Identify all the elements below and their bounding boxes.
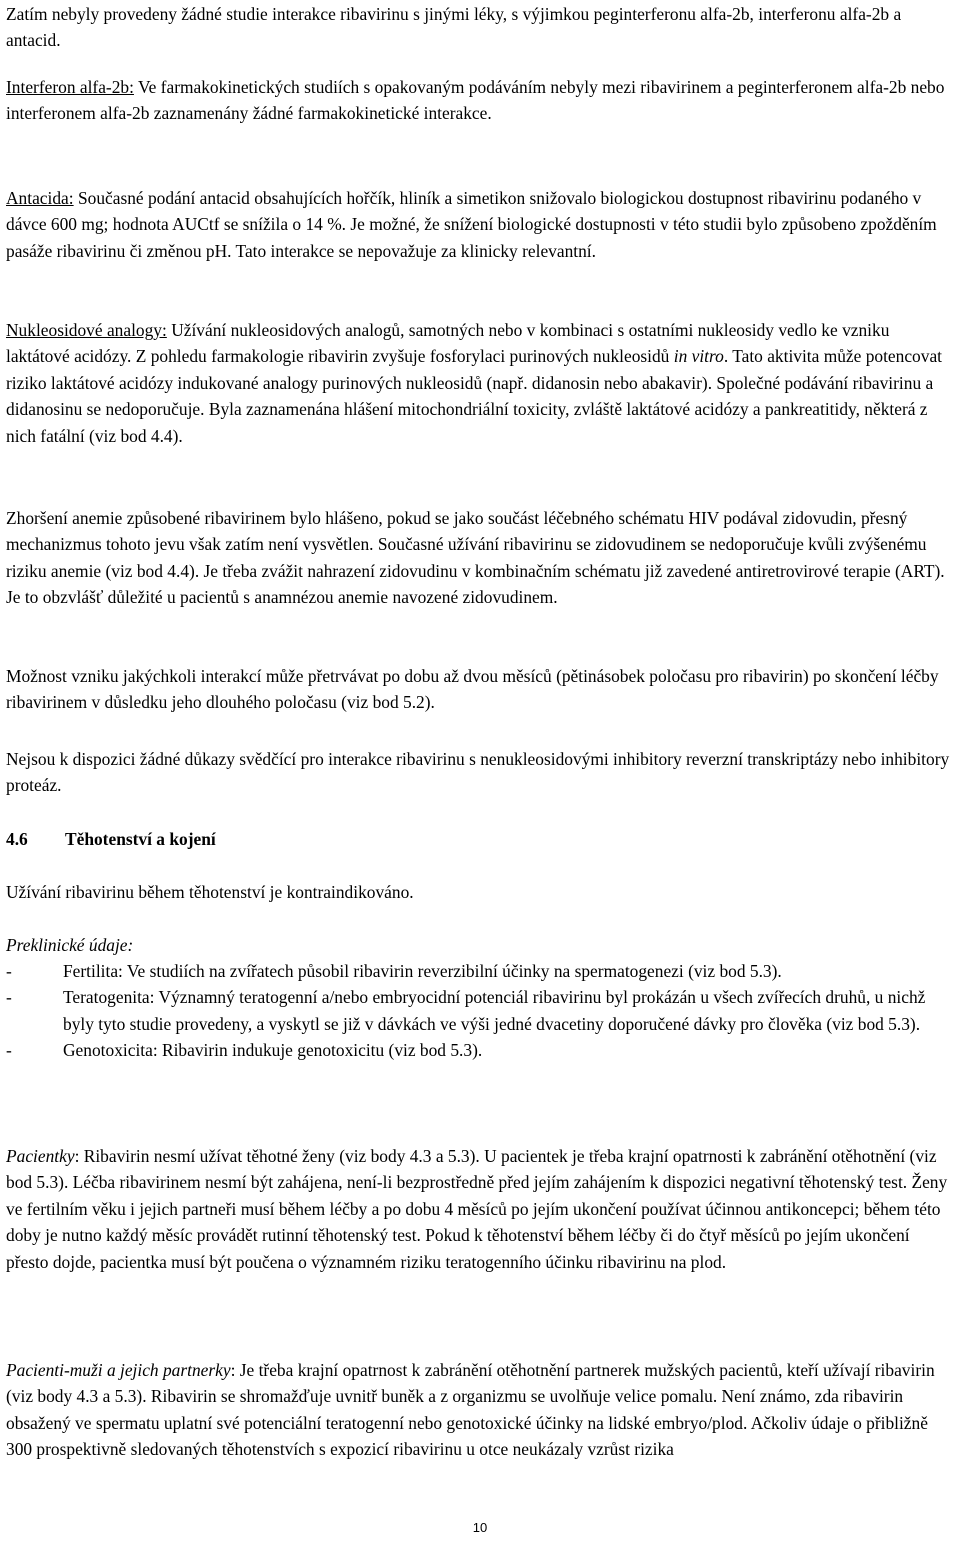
paragraph-nucleoside <box>6 317 954 449</box>
paragraph-male-patients <box>6 1357 954 1463</box>
text-nucleoside-a: Užívání nukleosidových analogů, samotných nebo v kombinaci s ostatními nukleosidy vedlo ke vzniku laktátové acidózy. Z pohledu farmakologie ribavirin zvyšuje fosforylaci purinových nukleosidů <box>6 320 890 367</box>
paragraph-female-patients <box>6 1143 954 1275</box>
text-antacida: Současné podání antacid obsahujících hořčík, hliník a simetikon snižovalo biologickou dostupnost ribavirinu podaného v dávce 600 mg; hodnota AUCtf se snížila o 14 %. Je možné, že snížení biologické dostupnosti v této studii bylo způsobeno zpožděním pasáže ribavirinu či změnou pH. Tato interakce se nepovažuje za klinicky relevantní. <box>6 188 937 261</box>
text-in-vitro: in vitro <box>673 346 724 367</box>
preclinical-list <box>6 958 954 1064</box>
list-item <box>6 984 954 1037</box>
text-interferon: Ve farmakokinetických studiích s opakovaným podáváním nebyly mezi ribavirinem a peginterferonem alfa-2b nebo interferonem alfa-2b zaznamenány žádné farmakokinetické interakce. <box>6 77 945 124</box>
list-item <box>6 958 954 984</box>
paragraph-zidovudine: Zhoršení anemie způsobené ribavirinem bylo hlášeno, pokud se jako součást léčebného schématu HIV podával zidovudin, přesný mechanizmus tohoto jevu však zatím není vysvětlen. Současné užívání ribavirinu se zidovudinem se nedoporučuje kvůli zvýšenému riziku anemie (viz bod 4.4). Je třeba zvážit nahrazení zidovudinu v kombinačním schématu již zavedené antiretrovirové terapie (ART). Je to obzvlášť důležité u pacientů s anamnézou anemie navozené zidovudinem. <box>6 508 945 608</box>
preclinical-label: Preklinické údaje: <box>6 935 134 955</box>
text-female-patients: : Ribavirin nesmí užívat těhotné ženy (viz body 4.3 a 5.3). U pacientek je třeba krajní opatrnosti k zabránění otěhotnění (viz bod 5.3). Léčba ribavirinem nesmí být zahájena, není-li bezprostředně před jejím zahájením k dispozici negativní těhotenský test. Ženy ve fertilním věku i jejich partneři musí během léčby a po dobu 4 měsíců po jejím ukončení používat účinnou antikoncepci; během této doby je nutno každý měsíc provádět rutinní těhotenský test. Pokud k těhotenství během léčby či do čtyř měsíců po jejím ukončení přesto dojde, pacientka musí být poučena o významném riziku teratogenního účinku ribavirinu na plod. <box>6 1146 948 1272</box>
text-male-patients: : Je třeba krajní opatrnost k zabránění otěhotnění partnerek mužských pacientů, kteří užívají ribavirin (viz body 4.3 a 5.3). Ribavirin se shromažďuje uvnitř buněk a z organizmu se uvolňuje velice pomalu. Není známo, zda ribavirin obsažený ve spermatu uplatní své potenciální teratogenní nebo genotoxické účinky na lidské embryo/plod. Ačkoliv údaje o přibližně 300 prospektivně sledovaných těhotenstvích s expozicí ribavirinu u otce neukázaly vzrůst rizika <box>6 1360 935 1460</box>
label-nucleoside: Nukleosidové analogy: <box>6 320 167 340</box>
list-item-text: Fertilita: Ve studiích na zvířatech působil ribavirin reverzibilní účinky na spermatogenezi (viz bod 5.3). <box>63 961 782 981</box>
list-dash: - <box>6 987 12 1008</box>
section-number: 4.6 <box>6 829 28 849</box>
list-dash: - <box>6 961 12 981</box>
list-item <box>6 1037 954 1063</box>
label-male-patients: Pacienti-muži a jejich partnerky <box>6 1360 231 1380</box>
list-item-text: Genotoxicita: Ribavirin indukuje genotoxicitu (viz bod 5.3). <box>63 1040 483 1061</box>
paragraph-antacida <box>6 185 954 264</box>
paragraph-interactions-intro: Zatím nebyly provedeny žádné studie interakce ribavirinu s jinými léky, s výjimkou peginterferonu alfa-2b, interferonu alfa-2b a antacid. <box>6 4 902 51</box>
label-antacida: Antacida: <box>6 188 74 208</box>
section-title: Těhotenství a kojení <box>65 829 216 849</box>
page-number: 10 <box>472 1520 488 1535</box>
list-item-text: Teratogenita: Významný teratogenní a/nebo embryocidní potenciál ribavirinu byl prokázán u všech zvířecích druhů, u nichž byly tyto studie provedeny, a vyskytl se již v dávkách ve výši jedné dvacetiny doporučené dávky pro člověka (viz bod 5.3). <box>63 987 926 1034</box>
paragraph-interferon <box>6 74 954 127</box>
text-nucleoside-b: . Tato aktivita může potencovat riziko laktátové acidózy indukované analogy purinových nukleosidů (např. didanosin nebo abakavir). Společné podávání ribavirinu a didanosinu se nedoporučuje. Byla zaznamenána hlášení mitochondriální toxicity, zvláště laktátové acidózy a pankreatitidy, některá z nich fatální (viz bod 4.4). <box>6 346 943 446</box>
section-heading <box>6 826 216 852</box>
paragraph-half-life: Možnost vzniku jakýchkoli interakcí může přetrvávat po dobu až dvou měsíců (pětinásobek poločasu pro ribavirin) po skončení léčby ribavirinem v důsledku jeho dlouhého poločasu (viz bod 5.2). <box>6 666 939 713</box>
paragraph-nnrti: Nejsou k dispozici žádné důkazy svědčící pro interakce ribavirinu s nenukleosidovými inhibitory reverzní transkriptázy nebo inhibitory proteáz. <box>6 749 950 796</box>
paragraph-pregnancy-contraindicated: Užívání ribavirinu během těhotenství je kontraindikováno. <box>6 882 414 902</box>
label-interferon: Interferon alfa-2b: <box>6 77 134 97</box>
label-female-patients: Pacientky <box>6 1146 75 1166</box>
list-dash: - <box>6 1040 12 1061</box>
